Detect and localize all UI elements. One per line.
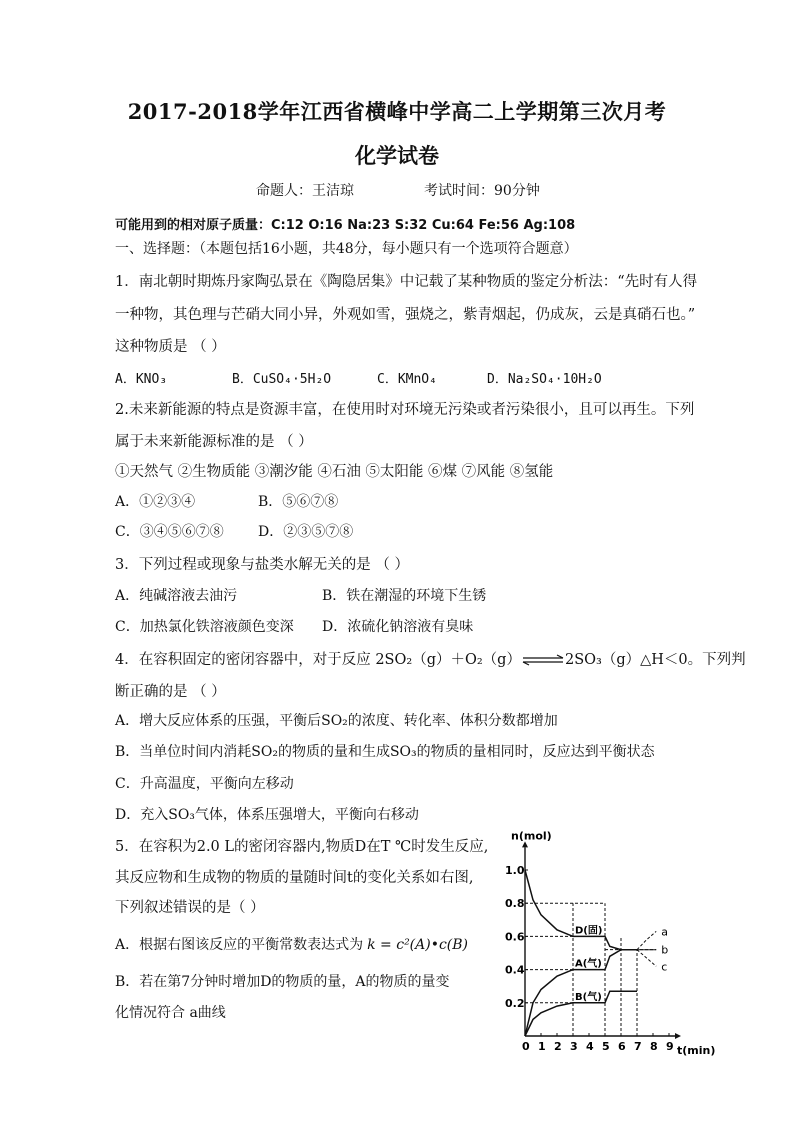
x-axis-label: t(min) <box>677 1044 716 1057</box>
q4-line1 <box>115 648 746 669</box>
x-tick-label: 3 <box>570 1040 578 1053</box>
q1-line1: 1．南北朝时期炼丹家陶弘景在《陶隐居集》中记载了某种物质的鉴定分析法：“先时有人得 <box>115 274 698 290</box>
x-tick-label: 4 <box>586 1040 594 1053</box>
series-line-c <box>637 950 656 967</box>
q2-options-row1 <box>115 491 338 511</box>
mole-time-chart <box>498 829 728 1067</box>
x-tick-label: 0 <box>522 1040 530 1053</box>
x-tick-label: 1 <box>538 1040 546 1053</box>
q4-option-d: D．充入SO₃气体，体系压强增大，平衡向右移动 <box>115 807 419 823</box>
q2-options-row2 <box>115 521 353 541</box>
exam-meta <box>256 180 540 200</box>
atomic-masses: 可能用到的相对原子质量：C:12 O:16 Na:23 S:32 Cu:64 Fe:56 Ag:108 <box>115 218 576 233</box>
q5-line2: 其反应物和生成物的物质的量随时间t的变化关系如右图, <box>115 870 474 886</box>
q3-options-row2 <box>115 616 473 636</box>
q2-line2: 属于未来新能源标准的是 （ ） <box>115 434 313 450</box>
q4-option-c: C．升高温度，平衡向左移动 <box>115 776 294 792</box>
series-line-D(固) <box>525 870 637 950</box>
x-axis-arrow-icon <box>675 1033 681 1039</box>
q5-option-b-line2: 化情况符合 a曲线 <box>115 1005 226 1021</box>
series-label-a: a <box>661 925 668 939</box>
q3-options-row1 <box>115 585 486 605</box>
q2-line1: 2.未来新能源的特点是资源丰富，在使用时对环境无污染或者污染很小，且可以再生。下列 <box>115 402 695 418</box>
q1-options <box>115 368 602 387</box>
exam-author: 命题人：王洁琼 <box>256 183 354 199</box>
series-label: B(气) <box>575 991 602 1003</box>
x-tick-label: 9 <box>666 1040 674 1053</box>
series-label: A(气) <box>575 958 602 970</box>
y-tick-label: 0.4 <box>505 963 525 977</box>
exam-time: 考试时间：90分钟 <box>424 183 540 199</box>
x-tick-label: 6 <box>618 1040 626 1053</box>
y-tick-label: 0.6 <box>505 930 525 944</box>
y-tick-label: 0.8 <box>505 897 525 911</box>
section-heading: 一、选择题：（本题包括16小题，共48分，每小题只有一个选项符合题意） <box>115 241 578 257</box>
series-label: D(固) <box>575 925 603 937</box>
q5-option-a <box>115 934 468 954</box>
q3-option-b: B．铁在潮湿的环境下生锈 <box>322 588 487 604</box>
x-tick-label: 8 <box>650 1040 658 1053</box>
y-axis-label: n(mol) <box>511 829 552 843</box>
exam-subtitle: 化学试卷 <box>355 143 439 168</box>
q1-option-c: C．KMnO₄ <box>377 372 437 387</box>
q2-line3: ①天然气 ②生物质能 ③潮汐能 ④石油 ⑤太阳能 ⑥煤 ⑦风能 ⑧氢能 <box>115 464 554 480</box>
q2-option-b: B．⑤⑥⑦⑧ <box>258 494 339 510</box>
x-tick-label: 5 <box>602 1040 610 1053</box>
q1-line2: 一种物，其色理与芒硝大同小异，外观如雪，强烧之，紫青烟起，仍成灰，云是真硝石也。” <box>115 307 696 323</box>
q5-line3: 下列叙述错误的是（ ） <box>115 900 265 916</box>
q4-option-b: B．当单位时间内消耗SO₂的物质的量和生成SO₃的物质的量相同时，反应达到平衡状态 <box>115 744 655 760</box>
series-label-b: b <box>661 943 669 957</box>
q2-option-d: D．②③⑤⑦⑧ <box>258 524 354 540</box>
q3-option-d: D．浓硫化钠溶液有臭味 <box>322 619 474 635</box>
y-tick-label: 0.2 <box>505 996 525 1010</box>
q3-line1: 3．下列过程或现象与盐类水解无关的是 （ ） <box>115 557 409 573</box>
q3-option-a: A．纯碱溶液去油污 <box>115 588 238 604</box>
y-tick-label: 1.0 <box>505 864 525 877</box>
q2-option-c: C．③④⑤⑥⑦⑧ <box>115 524 224 540</box>
x-tick-label: 7 <box>634 1040 642 1053</box>
q4-option-a: A．增大反应体系的压强，平衡后SO₂的浓度、转化率、体积分数都增加 <box>115 713 558 729</box>
q2-option-a: A．①②③④ <box>115 494 196 510</box>
equilibrium-arrow-icon <box>521 655 565 665</box>
x-tick-label: 2 <box>554 1040 562 1053</box>
q5-option-a-text: A．根据右图该反应的平衡常数表达式为 <box>115 937 364 953</box>
q5-option-b-line1: B．若在第7分钟时增加D的物质的量，A的物质的量变 <box>115 974 450 990</box>
q4-reaction-right: 2SO₃（g）△H＜0。下列判 <box>564 652 746 668</box>
q1-option-d: D．Na₂SO₄·10H₂O <box>487 372 602 387</box>
q5-line1: 5．在容积为2.0 L的密闭容器内,物质D在T ℃时发生反应, <box>115 839 489 855</box>
q1-line3: 这种物质是 （ ） <box>115 339 226 355</box>
exam-title: 2017-2018学年江西省横峰中学高二上学期第三次月考 <box>127 99 667 124</box>
q1-option-a: A．KNO₃ <box>115 372 168 387</box>
series-line-a <box>637 931 656 949</box>
series-label-c: c <box>661 960 668 974</box>
q4-reaction-left: 4．在容积固定的密闭容器中，对于反应 2SO₂（g）＋O₂（g） <box>115 652 521 668</box>
q5-formula: k = c²(A)•c(B) <box>367 937 469 953</box>
q3-option-c: C．加热氯化铁溶液颜色变深 <box>115 619 294 635</box>
q1-option-b: B．CuSO₄·5H₂O <box>232 372 332 387</box>
q4-line2: 断正确的是 （ ） <box>115 684 226 700</box>
